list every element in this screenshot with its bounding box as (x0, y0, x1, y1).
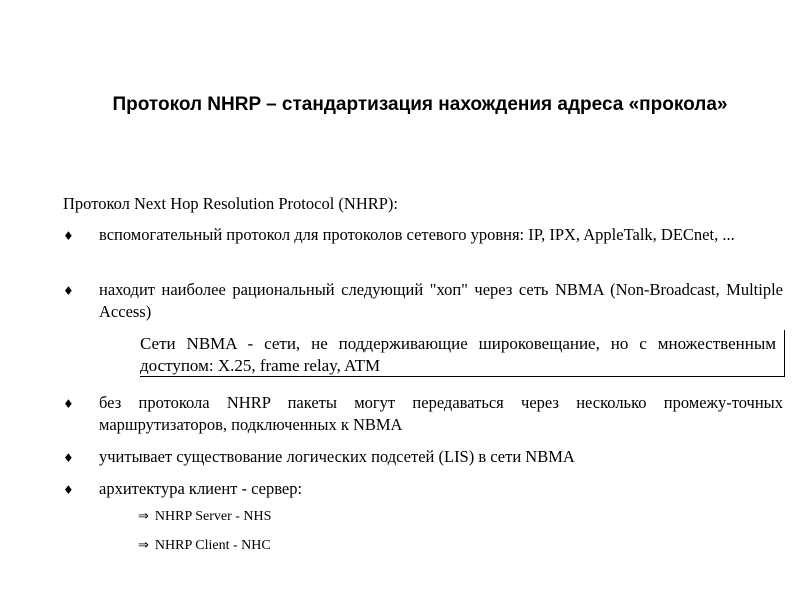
list-item (63, 446, 783, 468)
list-item-text: без протокола NHRP пакеты могут передаваться через несколько промежу-точных маршрутизаторов, подключенных к NBMA (99, 393, 783, 434)
sub-list-item-text: NHRP Client - NHC (154, 538, 271, 553)
diamond-bullet-icon: ♦ (63, 483, 74, 497)
list-item (63, 478, 783, 500)
list-item-text: вспомогательный протокол для протоколов сетевого уровня: IP, IPX, AppleTalk, DECnet, ... (99, 225, 735, 244)
diamond-bullet-icon: ♦ (63, 284, 74, 298)
list-item-text: учитывает существование логических подсетей (LIS) в сети NBMA (99, 447, 575, 466)
list-item (63, 279, 783, 323)
intro-text: Протокол Next Hop Resolution Protocol (NHRP): (63, 194, 399, 213)
nbma-note-box (140, 330, 785, 377)
diamond-bullet-icon: ♦ (63, 451, 74, 465)
list-item-text: архитектура клиент - сервер: (99, 479, 303, 498)
nbma-note-text: Сети NBMA - сети, не поддерживающие широковещание, но с множественным доступом: X.25, frame relay, ATM (140, 334, 776, 375)
list-item-text: находит наиболее рациональный следующий "хоп" через сеть NBMA (Non-Broadcast, Multiple Access) (99, 280, 783, 321)
implies-arrow-icon: ⇒ (138, 538, 149, 553)
diamond-bullet-icon: ♦ (63, 397, 74, 411)
implies-arrow-icon: ⇒ (138, 509, 149, 524)
diamond-bullet-icon: ♦ (63, 229, 74, 243)
sub-list-item (138, 508, 271, 526)
sub-list-item (138, 537, 271, 555)
list-item (63, 224, 783, 246)
page-title: Протокол NHRP – стандартизация нахождения адреса «прокола» (112, 94, 728, 115)
list-item (63, 392, 783, 436)
sub-list-item-text: NHRP Server - NHS (154, 509, 272, 524)
